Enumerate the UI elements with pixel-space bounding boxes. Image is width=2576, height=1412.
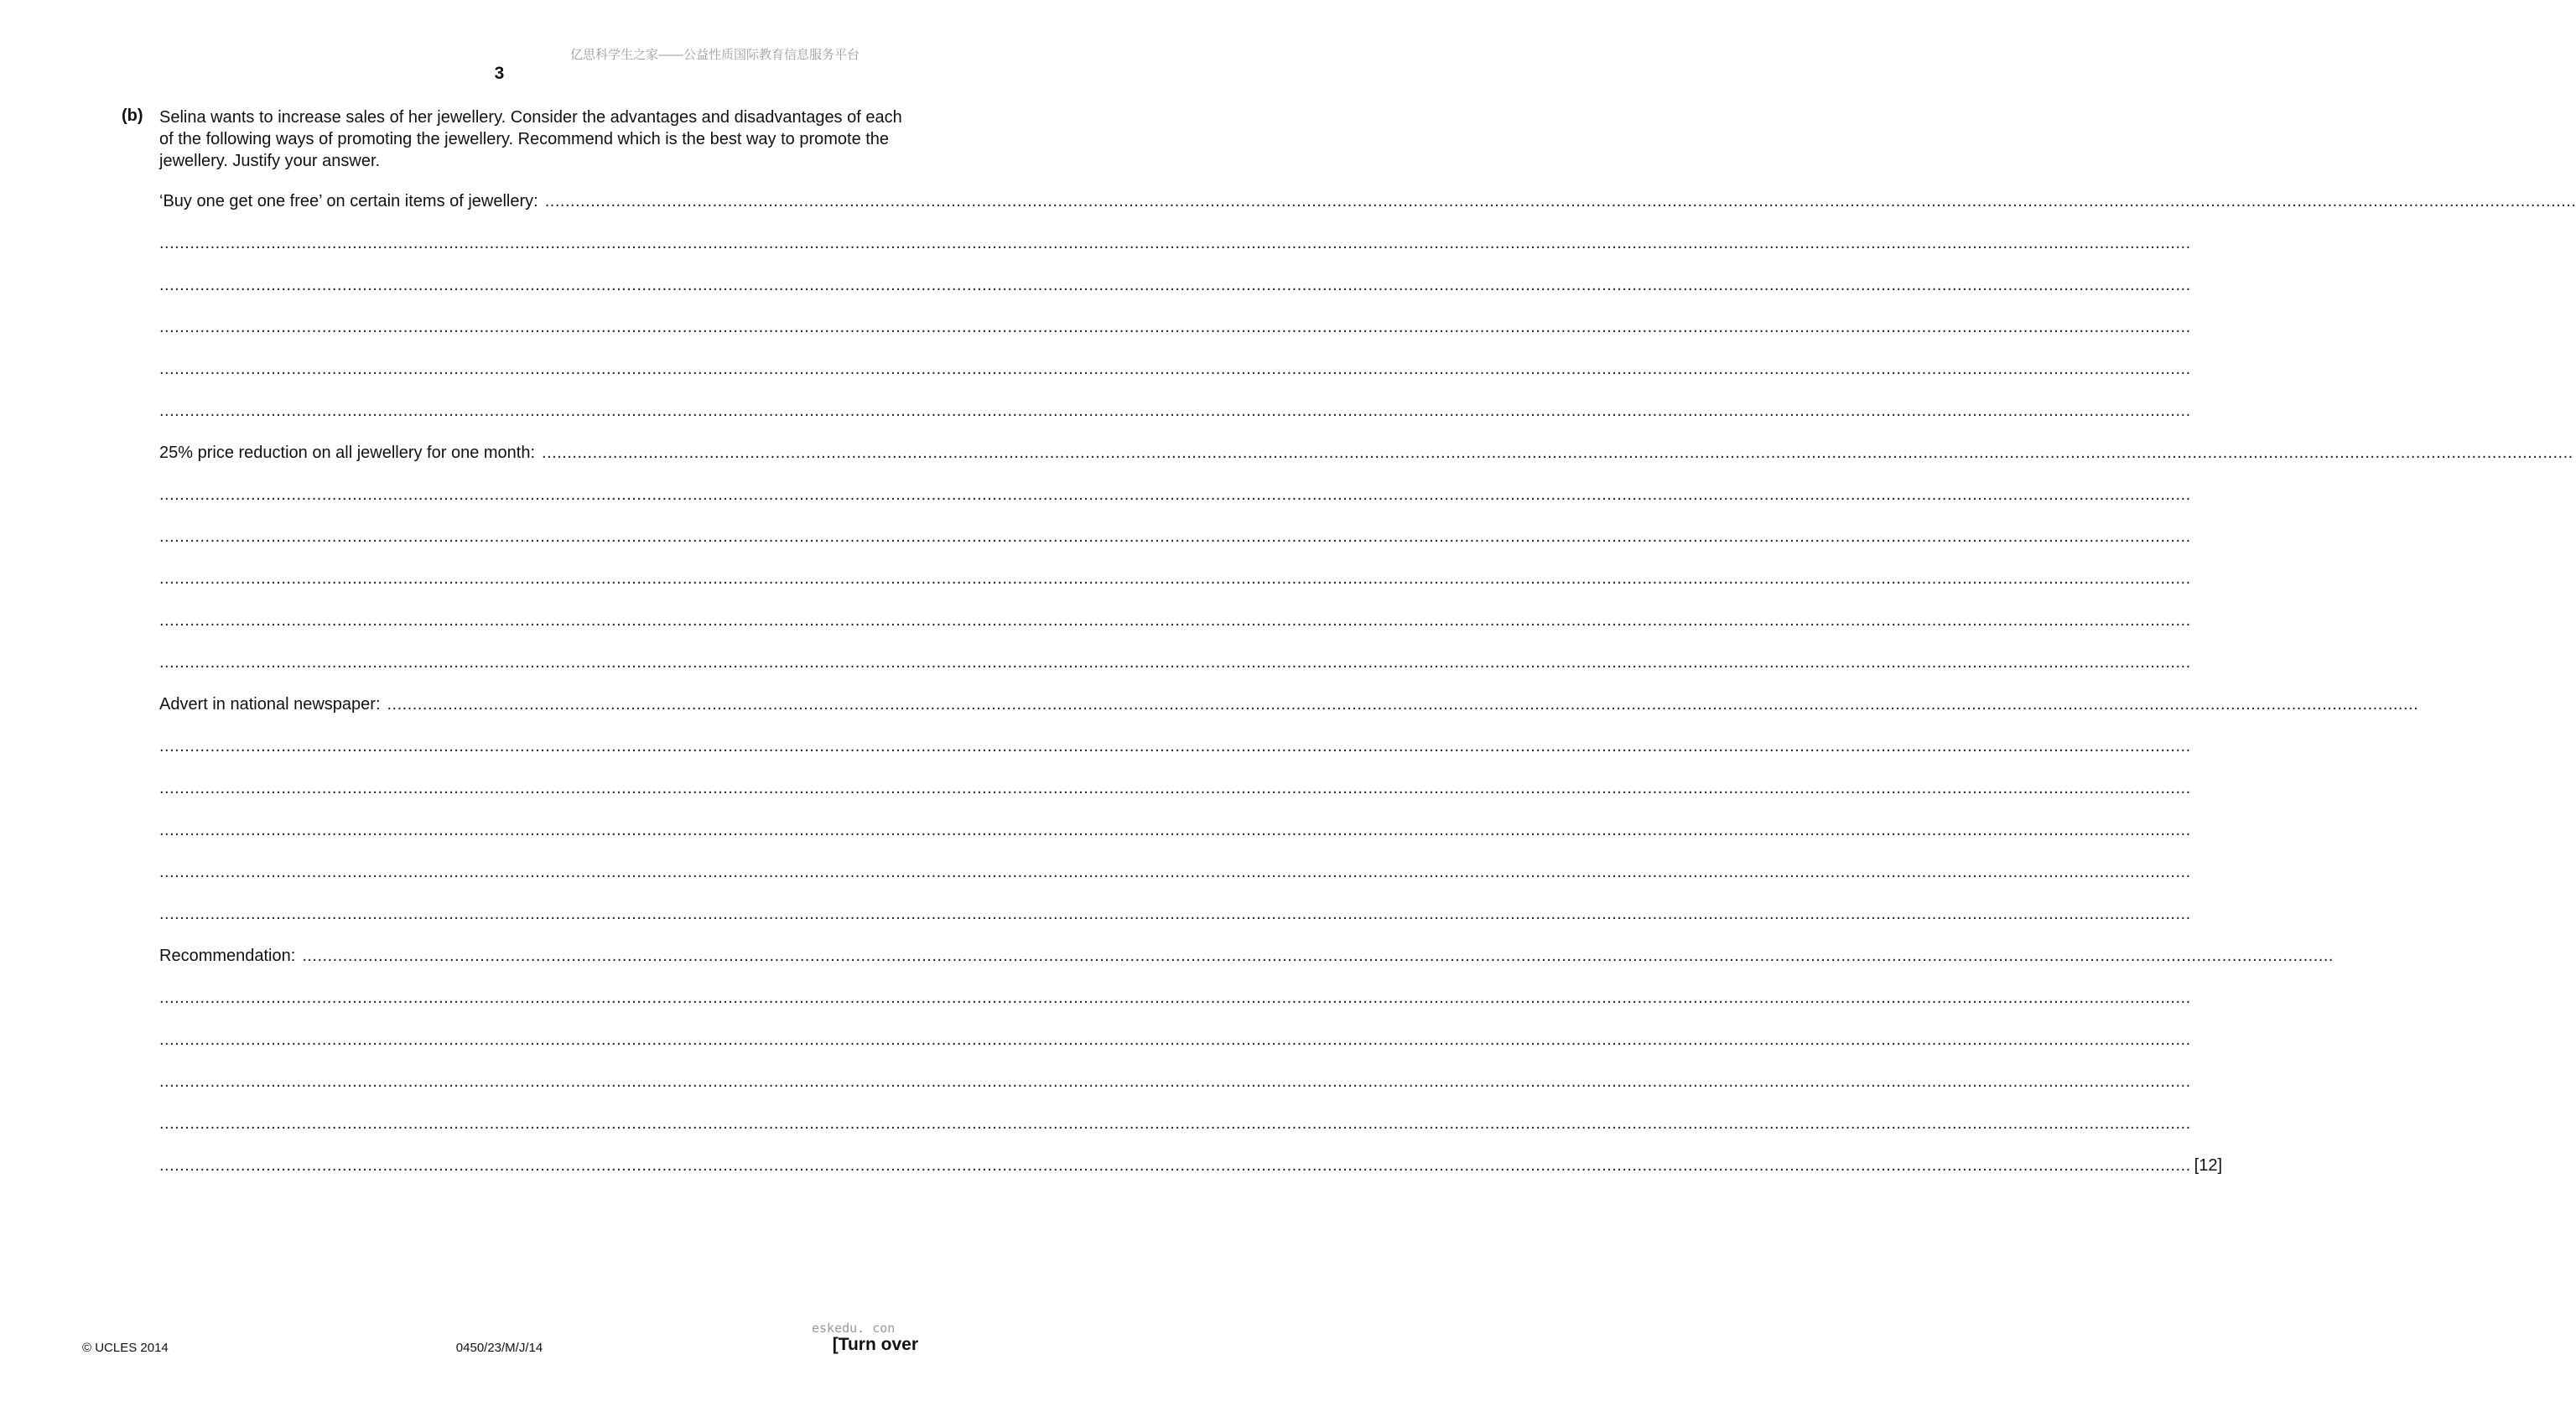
question-intro: Selina wants to increase sales of her jewellery. Consider the advantages and disadvantages of each of the following ways of promoting the jewellery. Recommend which is the best way to promote the jewellery. Justify your answer. xyxy=(159,108,902,170)
answer-line-prompt-recommendation[interactable] xyxy=(159,942,2334,966)
section-prompt-newspaper-advert: Advert in national newspaper: xyxy=(159,695,381,714)
answer-line[interactable] xyxy=(159,733,2191,756)
answer-line[interactable] xyxy=(159,523,2191,547)
dotted-answer-line: ................................................................................................................................................................................................................................................................................................................................................................................................................ xyxy=(159,1156,2191,1175)
answer-line[interactable] xyxy=(159,859,2191,882)
answer-line-with-marks[interactable] xyxy=(159,1152,2223,1176)
answer-line[interactable] xyxy=(159,984,2191,1008)
section-prompt-recommendation: Recommendation: xyxy=(159,947,296,965)
dotted-answer-line: ................................................................................................................................................................................................................................................................................................................................................................................................................ xyxy=(159,653,2191,672)
answer-line[interactable] xyxy=(159,817,2191,840)
dotted-answer-line: ................................................................................................................................................................................................................................................................................................................................................................................................................ xyxy=(159,1072,2191,1091)
section-prompt-bogof: ‘Buy one get one free’ on certain items of jewellery: xyxy=(159,192,538,210)
dotted-answer-line: ................................................................................................................................................................................................................................................................................................................................................................................................................ xyxy=(159,737,2191,755)
answer-line[interactable] xyxy=(159,565,2191,589)
dotted-answer-line: ................................................................................................................................................................................................................................................................................................................................................................................................................ xyxy=(159,527,2191,546)
turn-over: [Turn over xyxy=(832,1335,918,1354)
marks-indicator: [12] xyxy=(2194,1156,2223,1175)
answer-line-prompt-price-reduction[interactable] xyxy=(159,439,2573,463)
answer-line[interactable] xyxy=(159,1026,2191,1050)
answer-line[interactable] xyxy=(159,272,2191,295)
answer-line[interactable] xyxy=(159,1110,2191,1134)
answer-line[interactable] xyxy=(159,356,2191,379)
dotted-answer-line: ................................................................................................................................................................................................................................................................................................................................................................................................................ xyxy=(159,569,2191,588)
watermark-header: 亿思科学生之家——公益性质国际教育信息服务平台 xyxy=(570,48,860,62)
answer-line-prompt-bogof[interactable] xyxy=(159,188,2576,211)
answer-line[interactable] xyxy=(159,314,2191,337)
question-label: (b) xyxy=(122,106,143,125)
dotted-answer-line: ................................................................................................................................................................................................................................................................................................................................................................................................................ xyxy=(159,485,2191,504)
dotted-answer-line: ................................................................................................................................................................................................................................................................................................................................................................................................................ xyxy=(159,402,2191,420)
dotted-answer-line: ................................................................................................................................................................................................................................................................................................................................................................................................................ xyxy=(387,695,2419,714)
site-watermark: eskedu. con xyxy=(812,1321,896,1336)
dotted-answer-line: ................................................................................................................................................................................................................................................................................................................................................................................................................ xyxy=(159,234,2191,252)
paper-code: 0450/23/M/J/14 xyxy=(455,1341,543,1355)
dotted-answer-line: ................................................................................................................................................................................................................................................................................................................................................................................................................ xyxy=(159,1114,2191,1133)
dotted-answer-line: ................................................................................................................................................................................................................................................................................................................................................................................................................ xyxy=(159,779,2191,797)
dotted-answer-line: ................................................................................................................................................................................................................................................................................................................................................................................................................ xyxy=(159,989,2191,1007)
answer-line[interactable] xyxy=(159,230,2191,253)
dotted-answer-line: ................................................................................................................................................................................................................................................................................................................................................................................................................ xyxy=(159,318,2191,336)
page-number: 3 xyxy=(494,64,505,83)
dotted-answer-line: ................................................................................................................................................................................................................................................................................................................................................................................................................ xyxy=(544,192,2576,210)
dotted-answer-line: ................................................................................................................................................................................................................................................................................................................................................................................................................ xyxy=(159,360,2191,378)
answer-line[interactable] xyxy=(159,481,2191,505)
dotted-answer-line: ................................................................................................................................................................................................................................................................................................................................................................................................................ xyxy=(302,947,2334,965)
dotted-answer-line: ................................................................................................................................................................................................................................................................................................................................................................................................................ xyxy=(159,276,2191,294)
answer-line[interactable] xyxy=(159,1068,2191,1092)
dotted-answer-line: ................................................................................................................................................................................................................................................................................................................................................................................................................ xyxy=(159,611,2191,630)
answer-line[interactable] xyxy=(159,607,2191,631)
dotted-answer-line: ................................................................................................................................................................................................................................................................................................................................................................................................................ xyxy=(159,821,2191,839)
answer-line[interactable] xyxy=(159,775,2191,798)
answer-line[interactable] xyxy=(159,397,2191,421)
answer-line[interactable] xyxy=(159,901,2191,924)
copyright: © UCLES 2014 xyxy=(82,1341,169,1355)
answer-line-prompt-newspaper-advert[interactable] xyxy=(159,691,2419,714)
dotted-answer-line: ................................................................................................................................................................................................................................................................................................................................................................................................................ xyxy=(159,905,2191,923)
dotted-answer-line: ................................................................................................................................................................................................................................................................................................................................................................................................................ xyxy=(159,863,2191,881)
answer-line[interactable] xyxy=(159,649,2191,672)
section-prompt-price-reduction: 25% price reduction on all jewellery for one month: xyxy=(159,444,536,462)
dotted-answer-line: ................................................................................................................................................................................................................................................................................................................................................................................................................ xyxy=(542,444,2573,462)
dotted-answer-line: ................................................................................................................................................................................................................................................................................................................................................................................................................ xyxy=(159,1030,2191,1049)
